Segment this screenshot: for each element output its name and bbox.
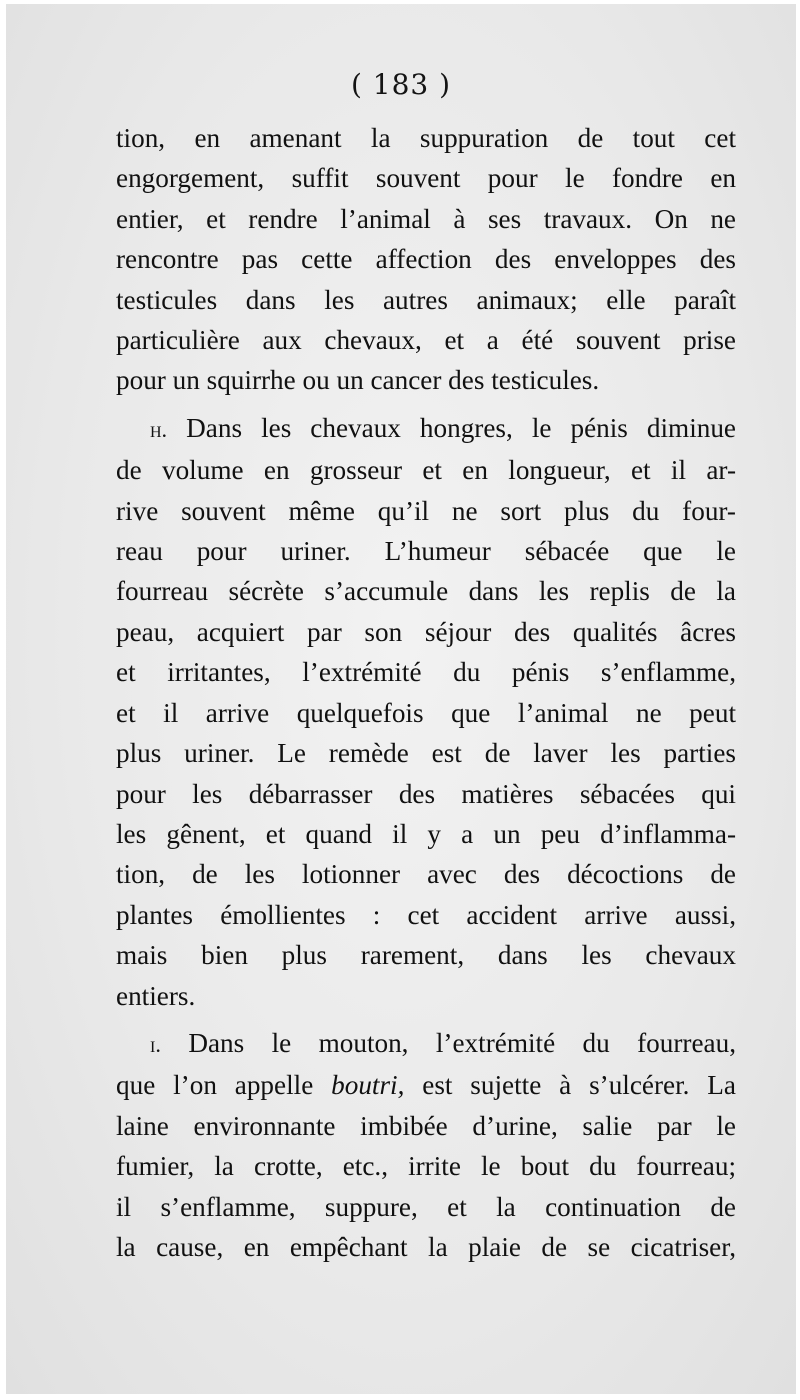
section-h-first-line: Dans les chevaux hongres, le pénis diminue — [186, 412, 736, 443]
text-line: reau pour uriner. L’humeur sébacée que le — [116, 536, 736, 567]
section-marker-i: i. — [150, 1031, 161, 1057]
paragraph-h — [116, 408, 736, 1016]
text-line: mais bien plus rarement, dans les chevaux — [116, 940, 736, 971]
text-line — [116, 1065, 736, 1105]
text-line: et il arrive quelquefois que l’animal ne peut — [116, 697, 736, 728]
text-line: tion, en amenant la suppuration de tout cet — [116, 123, 736, 153]
text-after-italic: est sujette à s’ulcérer. La — [404, 1070, 736, 1101]
text-line: entier, et rendre l’animal à ses travaux. On ne — [116, 203, 736, 234]
page-text — [116, 118, 736, 1267]
text-line: rive souvent même qu’il ne sort plus du four- — [116, 495, 736, 526]
text-line: il s’enflamme, suppure, et la continuation de — [116, 1191, 736, 1222]
text-line: fourreau sécrète s’accumule dans les replis de la — [116, 576, 736, 607]
paragraph-gap — [116, 401, 736, 408]
section-marker-h: h. — [150, 416, 168, 442]
text-line: fumier, la crotte, etc., irrite le bout du fourreau; — [116, 1151, 736, 1182]
text-line: plantes émollientes : cet accident arrive aussi, — [116, 899, 736, 930]
text-line — [116, 1023, 736, 1065]
text-line: tion, de les lotionner avec des décoctions de — [116, 859, 736, 890]
text-line: testicules dans les autres animaux; elle paraît — [116, 284, 736, 315]
text-line: rencontre pas cette affection des enveloppes des — [116, 244, 736, 275]
text-line: pour les débarrasser des matières sébacées qui — [116, 778, 736, 809]
book-page — [6, 4, 796, 1394]
text-line: particulière aux chevaux, et a été souvent prise — [116, 325, 736, 356]
text-line: les gênent, et quand il y a un peu d’inflamma- — [116, 818, 736, 849]
section-i-first-line: Dans le mouton, l’extrémité du fourreau, — [188, 1027, 736, 1058]
italic-term: boutri, — [331, 1070, 405, 1101]
text-line: et irritantes, l’extrémité du pénis s’enflamme, — [116, 657, 736, 688]
paragraph-continuation — [116, 118, 736, 401]
paragraph-gap — [116, 1016, 736, 1023]
text-line: engorgement, suffit souvent pour le fondre en — [116, 163, 736, 194]
text-line: laine environnante imbibée d’urine, salie par le — [116, 1110, 736, 1141]
paragraph-i — [116, 1023, 736, 1267]
text-line: pour un squirrhe ou un cancer des testicules. — [116, 365, 600, 396]
text-line: peau, acquiert par son séjour des qualités âcres — [116, 616, 736, 647]
text-before-italic: que l’on appelle — [116, 1070, 332, 1101]
text-line: la cause, en empêchant la plaie de se cicatriser, — [116, 1231, 736, 1262]
text-line: plus uriner. Le remède est de laver les parties — [116, 738, 736, 769]
text-line: entiers. — [116, 980, 196, 1011]
text-line: de volume en grosseur et en longueur, et il ar- — [116, 455, 736, 486]
text-line — [116, 408, 736, 450]
page-number: ( 183 ) — [350, 68, 452, 101]
